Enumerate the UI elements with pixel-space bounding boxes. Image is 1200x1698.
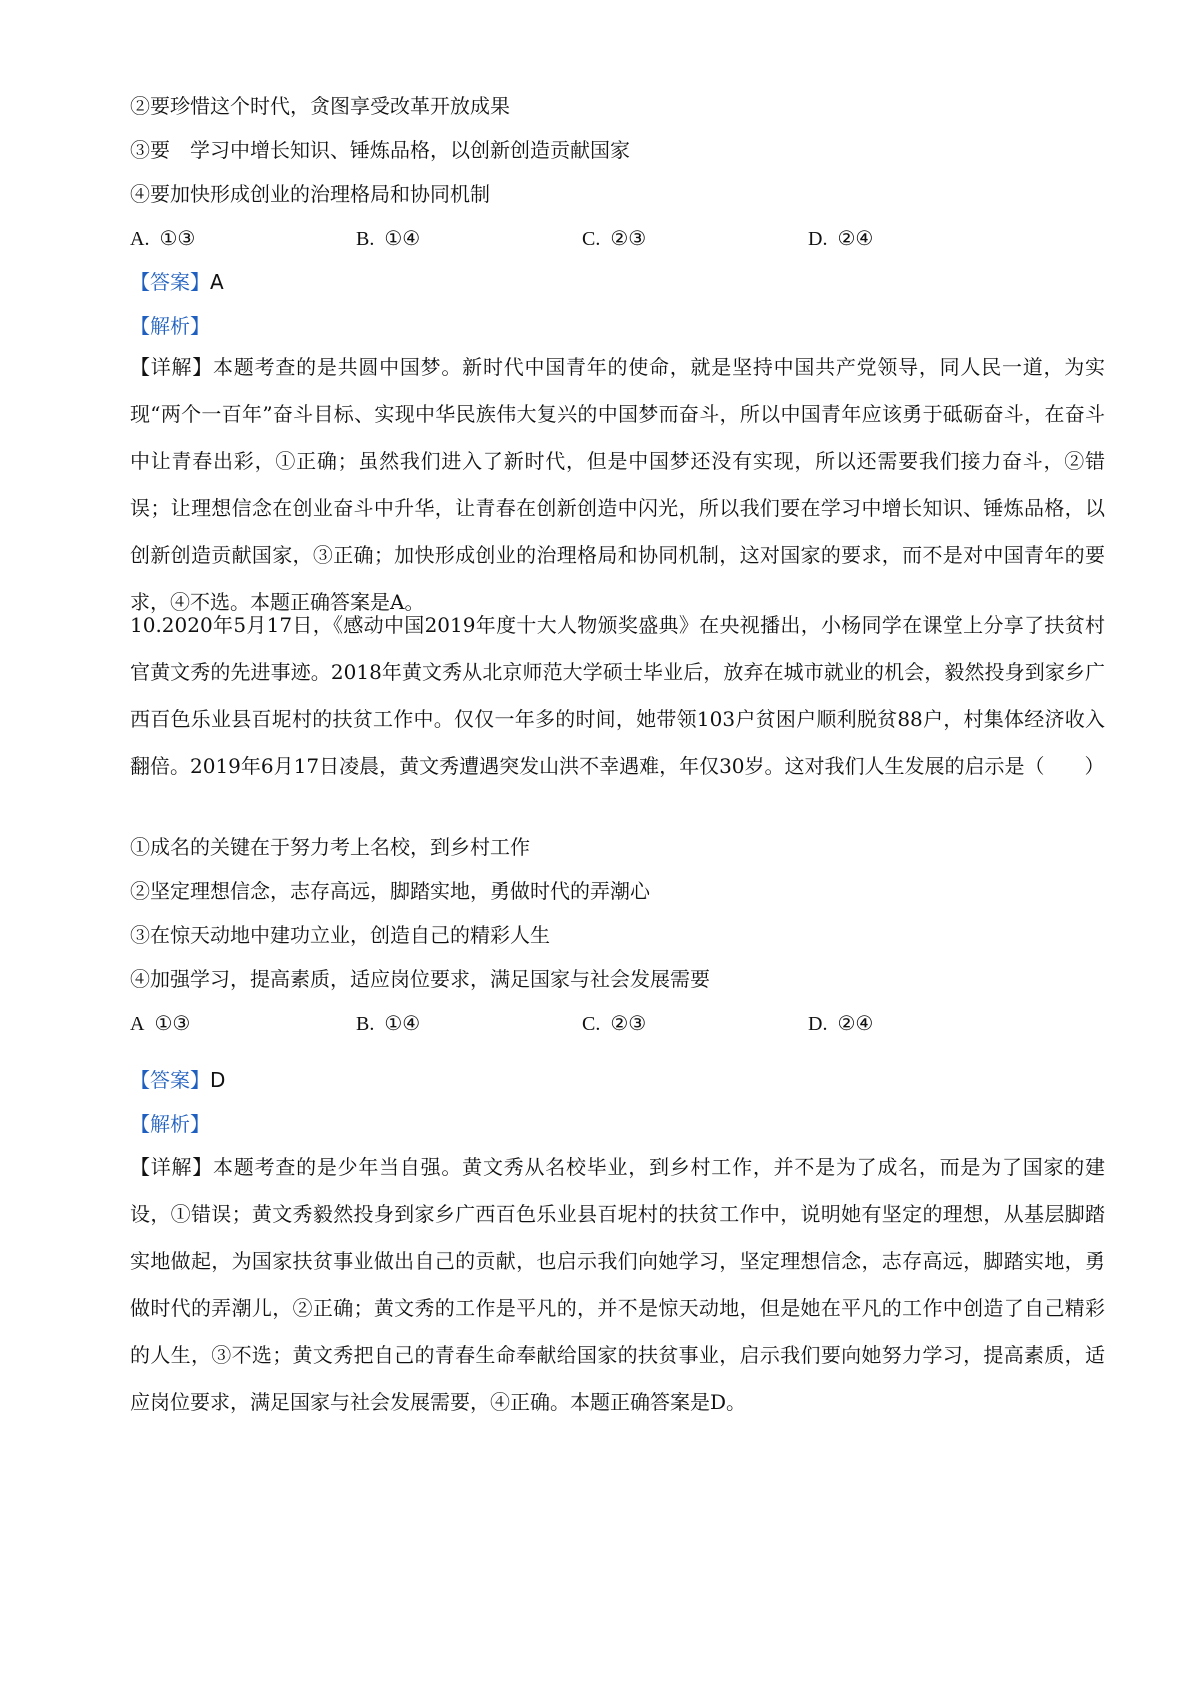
q9-option-3: ③要 学习中增长知识、锤炼品格，以创新创造贡献国家: [130, 138, 630, 162]
answer-label: 【答案】: [130, 270, 210, 294]
q10-option-2: ②坚定理想信念，志存高远，脚踏实地，勇做时代的弄潮心: [130, 879, 650, 903]
answer-label: 【答案】: [130, 1068, 210, 1092]
q10-choice-b: B. ①④: [356, 1011, 421, 1035]
q10-detail: [130, 1144, 1105, 1426]
q9-choices: [130, 226, 1090, 250]
q10-answer: [130, 1068, 1090, 1092]
q9-detail: [130, 344, 1105, 626]
q10-choice-c: C. ②③: [582, 1011, 647, 1035]
q9-choice-d: D. ②④: [808, 226, 874, 250]
q10-stem: 10.2020年5月17日，《感动中国2019年度十大人物颁奖盛典》在央视播出，小杨同学在课堂上分享了扶贫村官黄文秀的先进事迹。2018年黄文秀从北京师范大学硕士毕业后，放弃在城市就业的机会，毅然投身到家乡广西百色乐业县百坭村的扶贫工作中。仅仅一年多的时间，她带领103户贫困户顺利脱贫88户，村集体经济收入翻倍。2019年6月17日凌晨，黄文秀遭遇突发山洪不幸遇难，年仅30岁。这对我们人生发展的启示是（ ）: [130, 613, 1105, 778]
q10-option-3: ③在惊天动地中建功立业，创造自己的精彩人生: [130, 923, 550, 947]
q10-option-4: ④加强学习，提高素质，适应岗位要求，满足国家与社会发展需要: [130, 967, 710, 991]
q10-choice-d: D. ②④: [808, 1011, 874, 1035]
q9-option-2: ②要珍惜这个时代，贪图享受改革开放成果: [130, 94, 510, 118]
q9-option-4: ④要加快形成创业的治理格局和协同机制: [130, 182, 490, 206]
answer-value: A: [210, 270, 224, 294]
detail-text: 本题考查的是少年当自强。黄文秀从名校毕业，到乡村工作，并不是为了成名，而是为了国家的建设，①错误；黄文秀毅然投身到家乡广西百色乐业县百坭村的扶贫工作中，说明她有坚定的理想，从基层脚踏实地做起，为国家扶贫事业做出自己的贡献，也启示我们向她学习，坚定理想信念，志存高远，脚踏实地，勇做时代的弄潮儿，②正确；黄文秀的工作是平凡的，并不是惊天动地，但是她在平凡的工作中创造了自己精彩的人生，③不选；黄文秀把自己的青春生命奉献给国家的扶贫事业，启示我们要向她努力学习，提高素质，适应岗位要求，满足国家与社会发展需要，④正确。本题正确答案是D。: [130, 1155, 1106, 1414]
detail-text: 本题考查的是共圆中国梦。新时代中国青年的使命，就是坚持中国共产党领导，同人民一道，为实现“两个一百年”奋斗目标、实现中华民族伟大复兴的中国梦而奋斗，所以中国青年应该勇于砥砺奋斗，在奋斗中让青春出彩，①正确；虽然我们进入了新时代，但是中国梦还没有实现，所以还需要我们接力奋斗，②错误；让理想信念在创业奋斗中升华，让青春在创新创造中闪光，所以我们要在学习中增长知识、锤炼品格，以创新创造贡献国家，③正确；加快形成创业的治理格局和协同机制，这对国家的要求，而不是对中国青年的要求，④不选。本题正确答案是A。: [130, 355, 1106, 614]
q9-choice-b: B. ①④: [356, 226, 421, 250]
q10-choice-a: A ①③: [130, 1011, 191, 1035]
detail-label: 【详解】: [130, 355, 214, 379]
q10-analysis-label: 【解析】: [130, 1112, 210, 1136]
q10-option-1: ①成名的关键在于努力考上名校，到乡村工作: [130, 835, 530, 859]
answer-value: D: [210, 1068, 226, 1092]
q9-choice-c: C. ②③: [582, 226, 647, 250]
q9-analysis-label: 【解析】: [130, 314, 210, 338]
q9-choice-a: A. ①③: [130, 226, 196, 250]
q9-answer: [130, 270, 1090, 294]
q10-choices: [130, 1011, 1090, 1035]
detail-label: 【详解】: [130, 1155, 214, 1179]
